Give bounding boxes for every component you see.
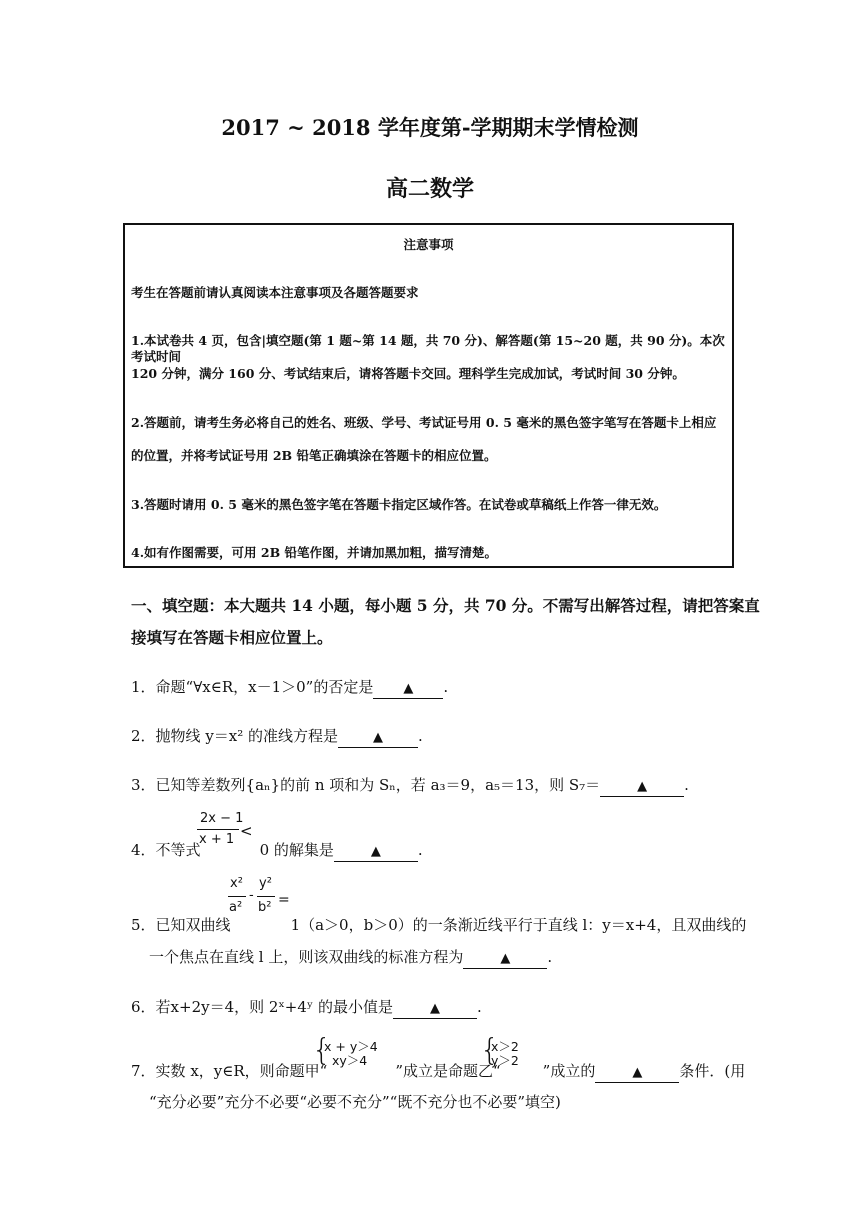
question-6: 6．若x+2y＝4，则 2ˣ+4ʸ 的最小值是 ▲ .: [131, 997, 482, 1019]
notice-box: [123, 223, 734, 568]
question-text: 不等式: [155, 841, 201, 859]
question-text: 命题“∀x∈R，x－1＞0”的否定是: [155, 678, 374, 696]
question-number: 7．: [131, 1062, 156, 1080]
fraction-denominator: a²: [229, 900, 243, 915]
question-1: 1．命题“∀x∈R，x－1＞0”的否定是 ▲ .: [131, 677, 448, 699]
triangle-icon: ▲: [403, 681, 414, 696]
notice-item-4: 4.如有作图需要，可用 2B 铅笔作图，并请加黑加粗，描写清楚。: [131, 545, 498, 560]
triangle-icon: ▲: [637, 779, 648, 794]
triangle-icon: ▲: [370, 844, 381, 859]
question-text: 若x+2y＝4，则 2ˣ+4ʸ 的最小值是: [155, 998, 394, 1016]
fraction-bar: [257, 896, 275, 897]
answer-blank: [334, 841, 418, 862]
notice-item-2: 2.答题前，请考生务必将自己的姓名、班级、学号、考试证号用 0. 5 毫米的黑色签字笔写在答题卡上相应: [131, 415, 717, 430]
system-eq-1b: xy＞4: [332, 1053, 368, 1068]
triangle-icon: ▲: [373, 730, 384, 745]
fraction-denominator: x + 1: [199, 832, 235, 847]
question-number: 4．: [131, 841, 156, 859]
system-eq-2a: x＞2: [491, 1039, 519, 1054]
question-number: 2．: [131, 727, 156, 745]
system-eq-2b: y＞2: [491, 1053, 519, 1068]
question-3: 3．已知等差数列{aₙ}的前 n 项和为 Sₙ，若 a₃＝9，a₅＝13，则 S₇＝ ▲ .: [131, 775, 689, 797]
fraction-numerator: x²: [230, 876, 243, 891]
exam-title: 2017 ~ 2018 学年度第-学期期末学情检测: [221, 115, 639, 140]
notice-item-1: 1.本试卷共 4 页，包含|填空题(第 1 题~第 14 题，共 70 分)、解答题(第 15~20 题，共 90 分)。本次考试时间: [131, 333, 725, 364]
question-number: 6．: [131, 998, 156, 1016]
answer-blank: [600, 776, 684, 797]
question-text: 已知等差数列{aₙ}的前 n 项和为 Sₙ，若 a₃＝9，a₅＝13，则 S₇＝: [155, 776, 601, 794]
section-heading: 一、填空题：本大题共 14 小题，每小题 5 分，共 70 分。不需写出解答过程，请把答案直: [131, 596, 760, 615]
answer-blank: [393, 998, 477, 1019]
fraction-numerator: 2x − 1: [200, 811, 244, 826]
triangle-icon: ▲: [632, 1065, 643, 1080]
question-4: 4．不等式 0 的解集是 ▲ .: [131, 840, 423, 862]
question-7-cont: “充分必要”充分不必要“必要不充分”“既不充分也不必要”填空): [149, 1093, 561, 1111]
notice-heading: 注意事项: [403, 237, 454, 252]
question-2: 2．抛物线 y＝x² 的准线方程是 ▲ .: [131, 726, 423, 748]
question-5: 5．已知双曲线 1（a＞0，b＞0）的一条渐近线平行于直线 l：y＝x+4，且双曲线的: [131, 916, 747, 934]
system-eq-1a: x + y＞4: [324, 1039, 378, 1054]
question-7: 7．实数 x，y∈R，则命题甲“ ”成立是命题乙“ ”成立的 ▲ 条件．(用: [131, 1061, 745, 1083]
fraction-bar: [197, 829, 239, 830]
question-number: 3．: [131, 776, 156, 794]
brace-icon: {: [312, 1033, 332, 1068]
question-text: 已知双曲线: [155, 916, 231, 934]
answer-blank: [595, 1062, 679, 1083]
triangle-icon: ▲: [430, 1001, 441, 1016]
minus-sign: -: [249, 888, 254, 903]
answer-blank: [338, 727, 418, 748]
fraction-denominator: b²: [258, 900, 272, 915]
notice-item-1-cont: 120 分钟，满分 160 分、考试结束后，请将答题卡交回。理科学生完成加试，考试时间 30 分钟。: [131, 366, 685, 381]
fraction-numerator: y²: [259, 876, 272, 891]
brace-icon: {: [480, 1033, 500, 1068]
fraction-bar: [228, 896, 246, 897]
less-than-sign: <: [240, 822, 253, 840]
exam-subject: 高二数学: [385, 176, 474, 202]
notice-intro: 考生在答题前请认真阅读本注意事项及各题答题要求: [131, 285, 419, 300]
section-heading-cont: 接填写在答题卡相应位置上。: [131, 628, 333, 647]
notice-item-2-cont: 的位置，并将考试证号用 2B 铅笔正确填涂在答题卡的相应位置。: [131, 448, 497, 463]
question-text: 实数 x，y∈R，则命题甲“: [155, 1062, 328, 1080]
equals-sign: =: [278, 892, 290, 908]
triangle-icon: ▲: [500, 951, 511, 966]
question-5-cont: 一个焦点在直线 l 上，则该双曲线的标准方程为 ▲ .: [149, 947, 552, 969]
answer-blank: [463, 948, 547, 969]
answer-blank: [373, 678, 443, 699]
notice-item-3: 3.答题时请用 0. 5 毫米的黑色签字笔在答题卡指定区域作答。在试卷或草稿纸上作答一律无效。: [131, 497, 667, 512]
question-number: 1．: [131, 678, 156, 696]
question-text: 一个焦点在直线 l 上，则该双曲线的标准方程为: [149, 948, 464, 966]
question-text: 抛物线 y＝x² 的准线方程是: [155, 727, 339, 745]
question-number: 5．: [131, 916, 156, 934]
